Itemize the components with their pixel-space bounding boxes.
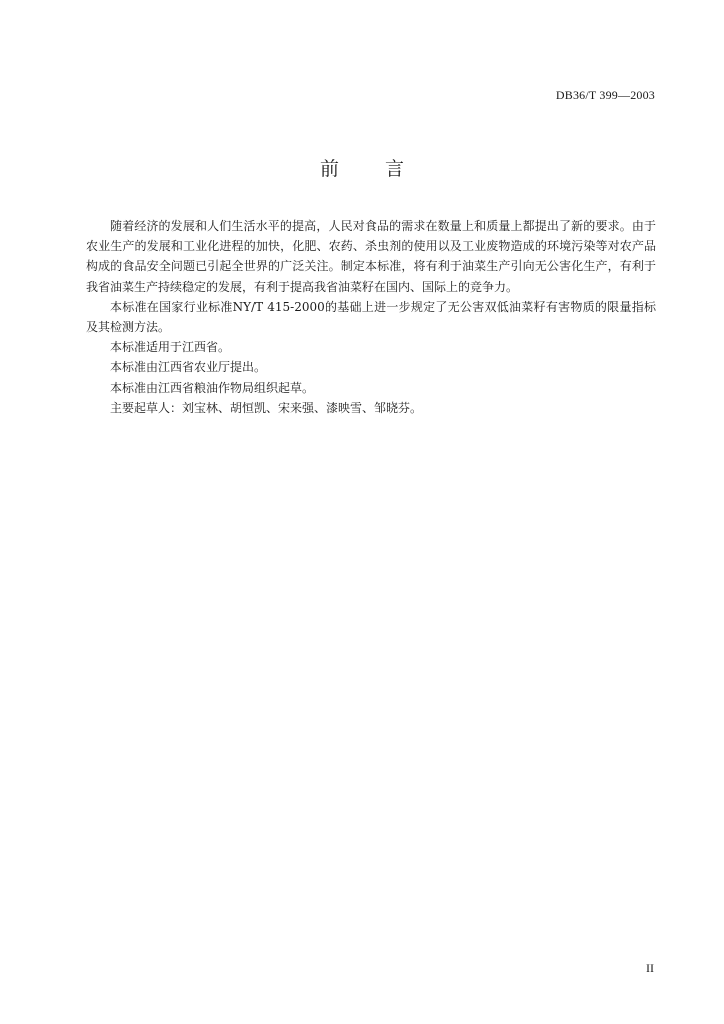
paragraph-intro: 随着经济的发展和人们生活水平的提高，人民对食品的需求在数量上和质量上都提出了新的要求。由于农业生产的发展和工业化进程的加快，化肥、农药、杀虫剂的使用以及工业废物造成的环境污染等对农产品构成的食品安全问题已引起全世界的广泛关注。制定本标准，将有利于油菜生产引向无公害化生产，有利于我省油菜生产持续稳定的发展，有利于提高我省油菜籽在国内、国际上的竞争力。 bbox=[86, 219, 656, 294]
document-number: DB36/T 399—2003 bbox=[555, 88, 655, 102]
paragraph-scope: 本标准适用于江西省。 bbox=[110, 340, 231, 355]
paragraph-basis: 本标准在国家行业标准NY/T 415-2000的基础上进一步规定了无公害双低油菜籽有害物质的限量指标及其检测方法。 bbox=[86, 299, 656, 335]
page-title bbox=[0, 154, 724, 181]
paragraph-drafters: 主要起草人：刘宝林、胡恒凯、宋来强、漆映雪、邹晓芬。 bbox=[110, 400, 423, 415]
title-char-1: 前 bbox=[319, 158, 339, 180]
paragraph-drafting-org: 本标准由江西省粮油作物局组织起草。 bbox=[110, 380, 315, 395]
foreword-body bbox=[86, 216, 656, 418]
page-number: II bbox=[646, 961, 654, 975]
paragraph-proposer: 本标准由江西省农业厅提出。 bbox=[110, 360, 267, 375]
title-char-2: 言 bbox=[385, 158, 405, 180]
